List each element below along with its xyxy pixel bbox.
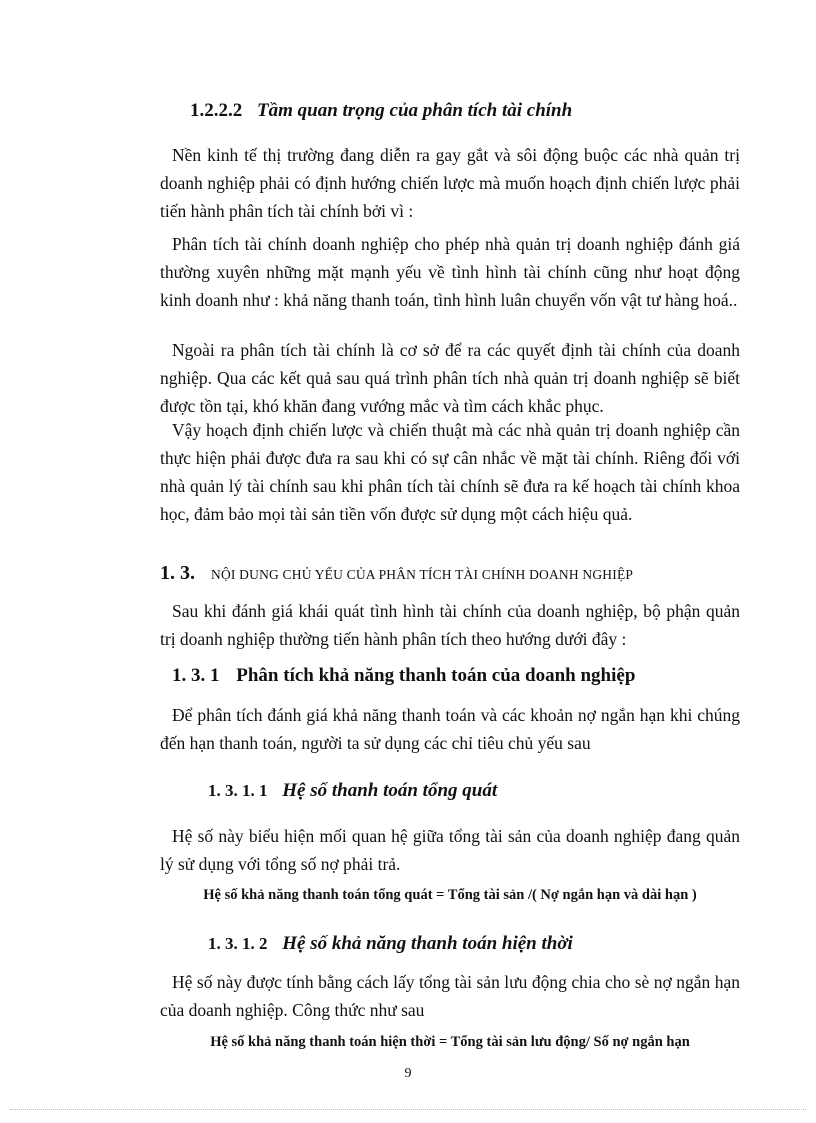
- section-number: 1. 3.: [160, 562, 195, 584]
- section-number: 1.2.2.2: [190, 100, 243, 121]
- paragraph: Ngoài ra phân tích tài chính là cơ sở để ra các quyết định tài chính của doanh nghiệp. Qua các kết quả sau quá trình phân tích nhà quản trị doanh nghiệp sẽ biết được tồn tại, khó khăn đang vướng mắc và tìm cách khắc phục.: [160, 340, 740, 416]
- page-bottom-divider: [10, 1109, 806, 1110]
- section-heading-1-2-2-2: [190, 100, 750, 122]
- paragraph: Vậy hoạch định chiến lược và chiến thuật mà các nhà quản trị doanh nghiệp cần thực hiện phải được đưa ra sau khi có sự cân nhắc về mặt tài chính. Riêng đối với nhà quản lý tài chính sau khi phân tích tài chính sẽ đưa ra kế hoạch tài chính khoa học, đảm bảo mọi tài sản tiền vốn được sử dụng một cách hiệu quả.: [160, 420, 740, 524]
- section-title: Tầm quan trọng của phân tích tài chính: [257, 100, 573, 121]
- section-number: 1. 3. 1: [172, 665, 220, 686]
- section-heading-1-3-1: [172, 665, 752, 687]
- section-heading-1-3: [160, 562, 740, 585]
- section-title: NỘI DUNG CHỦ YẾU CỦA PHÂN TÍCH TÀI CHÍNH DOANH NGHIỆP: [211, 567, 634, 582]
- paragraph: Sau khi đánh giá khái quát tình hình tài chính của doanh nghiệp, bộ phận quản trị doanh nghiệp thường tiến hành phân tích theo hướng dưới đây :: [160, 601, 740, 649]
- paragraph: Để phân tích đánh giá khả năng thanh toán và các khoản nợ ngắn hạn khi chúng đến hạn thanh toán, người ta sử dụng các chỉ tiêu chủ yếu sau: [160, 705, 740, 753]
- paragraph: Hệ số này được tính bằng cách lấy tổng tài sản lưu động chia cho sè nợ ngắn hạn của doanh nghiệp. Công thức như sau: [160, 972, 740, 1020]
- section-heading-1-3-1-2: [208, 933, 768, 955]
- section-title: Phân tích khả năng thanh toán của doanh nghiệp: [236, 665, 636, 686]
- section-heading-1-3-1-1: [208, 780, 768, 802]
- section-title: Hệ số khả năng thanh toán hiện thời: [282, 933, 573, 954]
- section-title: Hệ số thanh toán tổng quát: [282, 780, 498, 801]
- section-number: 1. 3. 1. 1: [208, 781, 268, 800]
- paragraph: Nền kinh tế thị trường đang diễn ra gay gắt và sôi động buộc các nhà quản trị doanh nghiệp phải có định hướng chiến lược mà muốn hoạch định chiến lược phải tiến hành phân tích tài chính bởi vì :: [160, 145, 740, 221]
- paragraph: Phân tích tài chính doanh nghiệp cho phép nhà quản trị doanh nghiệp đánh giá thường xuyên những mặt mạnh yếu về tình hình tài chính cũng như hoạt động kinh doanh như : khả năng thanh toán, tình hình luân chuyển vốn vật tư hàng hoá..: [160, 234, 740, 310]
- formula-total-solvency: Hệ số khả năng thanh toán tổng quát = Tổng tài sản /( Nợ ngắn hạn và dài hạn ): [203, 887, 697, 903]
- formula-current-ratio: Hệ số khả năng thanh toán hiện thời = Tổng tài sản lưu động/ Số nợ ngắn hạn: [210, 1034, 690, 1050]
- section-number: 1. 3. 1. 2: [208, 934, 268, 953]
- page-number: 9: [404, 1066, 412, 1081]
- paragraph: Hệ số này biểu hiện mối quan hệ giữa tổng tài sản của doanh nghiệp đang quản lý sử dụng với tổng số nợ phải trả.: [160, 826, 740, 874]
